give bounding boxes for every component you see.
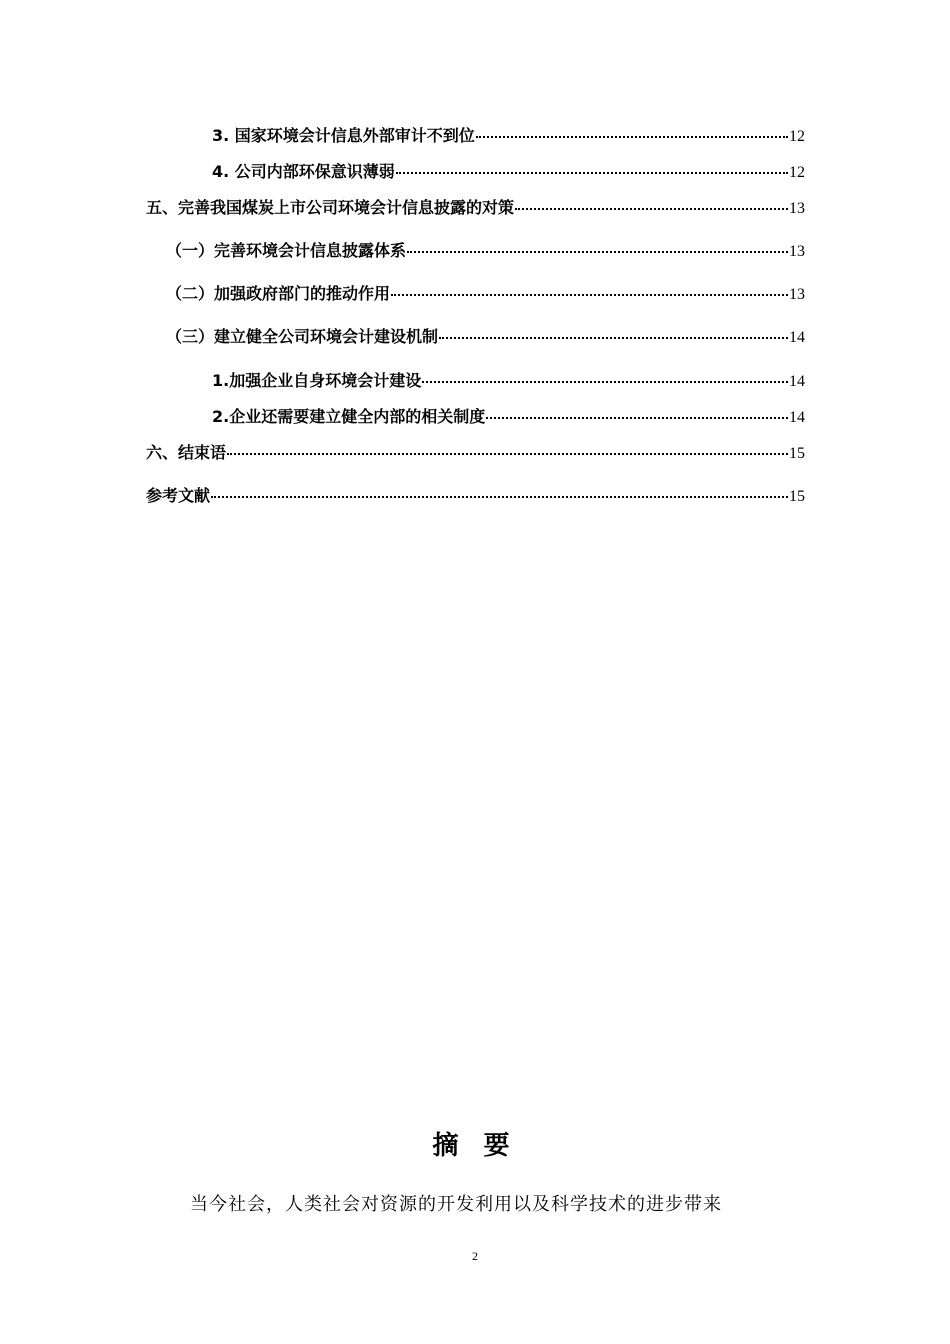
toc-entry-page: 14: [789, 329, 805, 346]
toc-entry-title: 2.企业还需要建立健全内部的相关制度: [212, 407, 486, 426]
toc-entry-page: 12: [789, 164, 805, 181]
toc-dot-leader: [422, 381, 788, 383]
toc-entry[interactable]: [166, 282, 805, 306]
toc-entry-page: 13: [789, 243, 805, 260]
toc-entry[interactable]: [166, 325, 805, 349]
toc-entry-page: 14: [789, 409, 805, 426]
toc-entry-title: 参考文献: [146, 486, 211, 505]
toc-entry[interactable]: [212, 160, 805, 184]
toc-entry-title: 3. 国家环境会计信息外部审计不到位: [212, 126, 475, 145]
toc-entry[interactable]: [166, 239, 805, 263]
toc-entry-title: （二）加强政府部门的推动作用: [166, 284, 391, 303]
toc-entry-page: 13: [789, 286, 805, 303]
toc-dot-leader: [391, 294, 788, 296]
toc-dot-leader: [211, 496, 788, 498]
toc-entry-title: 五、完善我国煤炭上市公司环境会计信息披露的对策: [146, 198, 515, 217]
toc-dot-leader: [439, 337, 788, 339]
toc-entry-title: 六、结束语: [146, 443, 227, 462]
toc-entry-page: 14: [789, 373, 805, 390]
abstract-heading: 摘 要: [432, 1131, 518, 1161]
toc-entry-title: 4. 公司内部环保意识薄弱: [212, 162, 395, 181]
toc-dot-leader: [515, 208, 788, 210]
toc-entry[interactable]: [146, 441, 805, 465]
toc-entry-page: 15: [789, 445, 805, 462]
toc-entry[interactable]: [146, 484, 805, 508]
toc-dot-leader: [486, 417, 788, 419]
toc-entry-title: （三）建立健全公司环境会计建设机制: [166, 327, 439, 346]
toc-entry[interactable]: [212, 369, 805, 393]
toc-dot-leader: [476, 136, 788, 138]
toc-entry-title: 1.加强企业自身环境会计建设: [212, 371, 422, 390]
toc-entry-page: 15: [789, 488, 805, 505]
toc-entry-page: 12: [789, 128, 805, 145]
toc-entry[interactable]: [146, 196, 805, 220]
toc-entry-title: （一）完善环境会计信息披露体系: [166, 241, 407, 260]
page-number: 2: [472, 1249, 478, 1263]
toc-entry[interactable]: [212, 405, 805, 429]
toc-entry-page: 13: [789, 200, 805, 217]
abstract-body-text: 当今社会，人类社会对资源的开发利用以及科学技术的进步带来: [190, 1194, 722, 1215]
toc-dot-leader: [227, 453, 788, 455]
toc-dot-leader: [396, 172, 788, 174]
toc-entry[interactable]: [212, 124, 805, 148]
toc-dot-leader: [407, 251, 788, 253]
